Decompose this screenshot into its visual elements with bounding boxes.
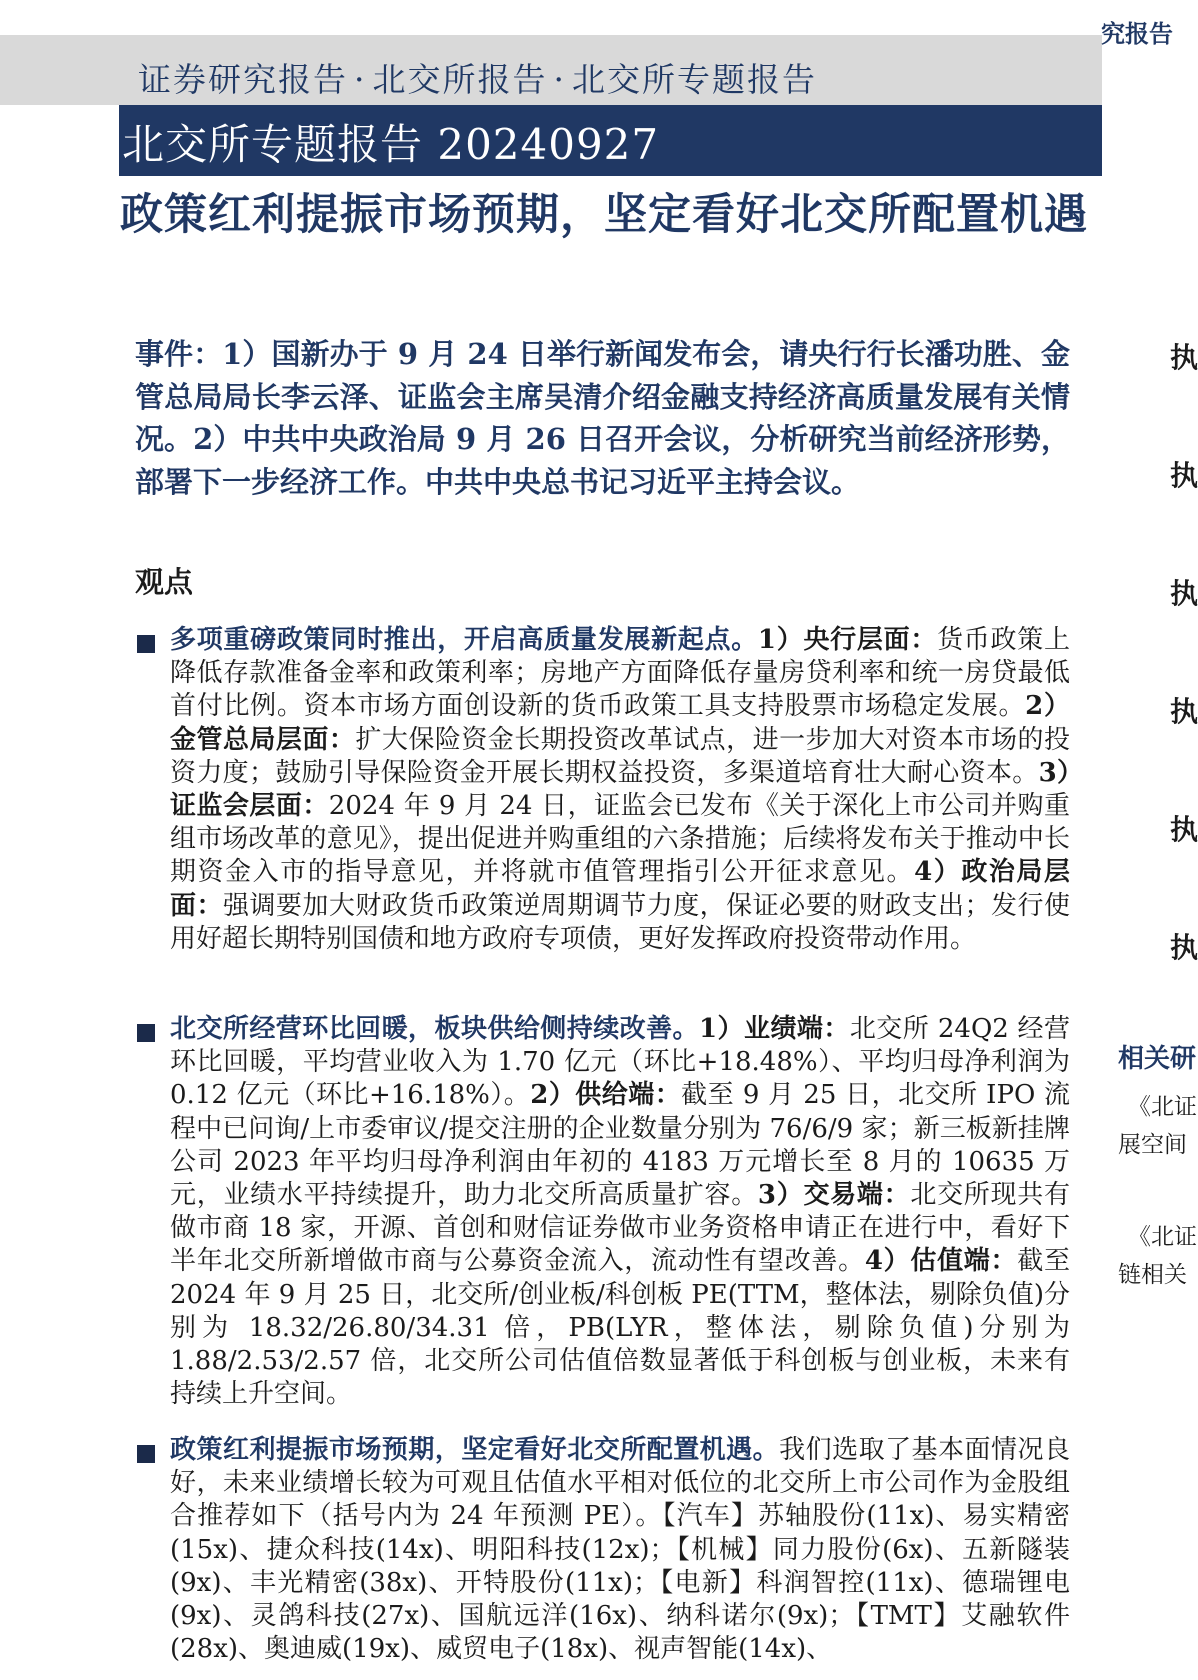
sidebar-related-heading: 相关研 [1118, 1044, 1197, 1074]
bullet-lead: 多项重磅政策同时推出，开启高质量发展新起点。 [170, 625, 758, 655]
breadcrumb-item: 北交所专题报告 [572, 60, 817, 99]
sidebar-mark: 执 [1170, 931, 1198, 964]
sidebar-mark: 执 [1170, 577, 1198, 610]
bullet-keyword: 4）政治局层面： [170, 857, 1070, 921]
breadcrumb-separator: · [553, 60, 566, 99]
report-label: 北交所专题报告 20240927 [122, 120, 660, 169]
bullet-keyword: 2）供给端： [530, 1080, 682, 1111]
breadcrumb-separator: · [354, 60, 367, 99]
bullet-keyword: 2）金管总局层面： [170, 691, 1070, 755]
sidebar-related-link[interactable]: 展空间 [1118, 1132, 1187, 1158]
breadcrumb-item: 证券研究报告 [138, 60, 348, 99]
bullet-point [135, 624, 1070, 956]
sidebar-related-link[interactable]: 《北证 [1128, 1224, 1197, 1250]
bullet-square-icon [137, 1445, 155, 1463]
breadcrumb [138, 54, 817, 101]
breadcrumb-item: 北交所报告 [372, 60, 548, 99]
sidebar-top-fragment: 究报告 [1101, 19, 1173, 48]
bullet-square-icon [137, 635, 155, 653]
bullet-body: 扩大保险资金长期投资改革试点，进一步加大对资本市场的投资力度；鼓励引导保险资金开展长期权益投资，多渠道培育壮大耐心资本。 [170, 724, 1070, 788]
page-title: 政策红利提振市场预期，坚定看好北交所配置机遇 [120, 190, 1088, 240]
bullet-body: 北交所现共有做市商 18 家，开源、首创和财信证券做市业务资格申请正在进行中，看好下半年北交所新增做市商与公募资金流入，流动性有望改善。 [170, 1180, 1070, 1277]
sidebar-mark: 执 [1170, 813, 1198, 846]
bullet-point [135, 1013, 1070, 1411]
sidebar-related-link[interactable]: 《北证 [1128, 1094, 1197, 1120]
bullet-keyword: 4）估值端： [864, 1246, 1018, 1277]
bullet-body: 强调要加大财政货币政策逆周期调节力度，保证必要的财政支出；发行使用好超长期特别国债和地方政府专项债，更好发挥政府投资带动作用。 [170, 890, 1070, 954]
bullet-keyword: 1）央行层面： [757, 625, 938, 655]
bullet-keyword: 3）交易端： [757, 1180, 911, 1211]
sidebar-related-link[interactable]: 链相关 [1118, 1262, 1187, 1288]
bullet-square-icon [137, 1024, 155, 1042]
sidebar-mark: 执 [1170, 695, 1198, 728]
bullet-lead: 政策红利提振市场预期，坚定看好北交所配置机遇。 [170, 1435, 780, 1465]
bullet-body: 2024 年 9 月 24 日，证监会已发布《关于深化上市公司并购重组市场改革的意见》，提出促进并购重组的六条措施；后续将发布关于推动中长期资金入市的指导意见，并将就市值管理指引公开征求意见。 [170, 791, 1070, 888]
section-title: 观点 [135, 565, 194, 599]
event-summary: 事件：1）国新办于 9 月 24 日举行新闻发布会，请央行行长潘功胜、金管总局局长李云泽、证监会主席吴清介绍金融支持经济高质量发展有关情况。2）中共中央政治局 9 月 26 日召开会议，分析研究当前经济形势，部署下一步经济工作。中共中央总书记习近平主持会议。 [135, 337, 1070, 499]
bullet-body: 北交所 24Q2 经营环比回暖，平均营业收入为 1.70 亿元（环比+18.48%）、平均归母净利润为 0.12 亿元（环比+16.18%）。 [170, 1014, 1070, 1111]
sidebar-mark: 执 [1170, 341, 1198, 374]
sidebar-mark: 执 [1170, 459, 1198, 492]
bullet-body: 截至 9 月 25 日，北交所 IPO 流程中已问询/上市委审议/提交注册的企业数量分别为 76/6/9 家；新三板新挂牌公司 2023 年平均归母净利润由年初的 4183 万元增长至 8 月的 10635 万元，业绩水平持续提升，助力北交所高质量扩容。 [170, 1080, 1070, 1211]
bullet-body: 截至 2024 年 9 月 25 日，北交所/创业板/科创板 PE(TTM，整体法，剔除负值)分别为 18.32/26.80/34.31 倍，PB(LYR，整体法，剔除负值)分别为 1.88/2.53/2.57 倍，北交所公司估值倍数显著低于科创板与创业板，未来有持续上升空间。 [170, 1246, 1070, 1410]
bullet-body: 货币政策上降低存款准备金率和政策利率；房地产方面降低存量房贷利率和统一房贷最低首付比例。资本市场方面创设新的货币政策工具支持股票市场稳定发展。 [170, 625, 1070, 722]
bullet-lead: 北交所经营环比回暖，板块供给侧持续改善。 [170, 1014, 700, 1044]
bullet-keyword: 3）证监会层面： [170, 757, 1070, 822]
bullet-body: 我们选取了基本面情况良好，未来业绩增长较为可观且估值水平相对低位的北交所上市公司作为金股组合推荐如下（括号内为 24 年预测 PE）。【汽车】苏轴股份(11x)、易实精密(15x)、捷众科技(14x)、明阳科技(12x)；【机械】同力股份(6x)、五新隧装(9x)、丰光精密(38x)、开特股份(11x)；【电新】科润智控(11x)、德瑞锂电(9x)、灵鸽科技(27x)、国航远洋(16x)、纳科诺尔(9x)；【TMT】艾融软件(28x)、奥迪威(19x)、威贸电子(18x)、视声智能(14x)、 [170, 1435, 1070, 1665]
bullet-text [170, 1013, 1070, 1411]
bullet-text [170, 1434, 1070, 1666]
bullet-keyword: 1）业绩端： [699, 1014, 850, 1044]
bullet-text [170, 624, 1070, 956]
bullet-point [135, 1434, 1070, 1666]
